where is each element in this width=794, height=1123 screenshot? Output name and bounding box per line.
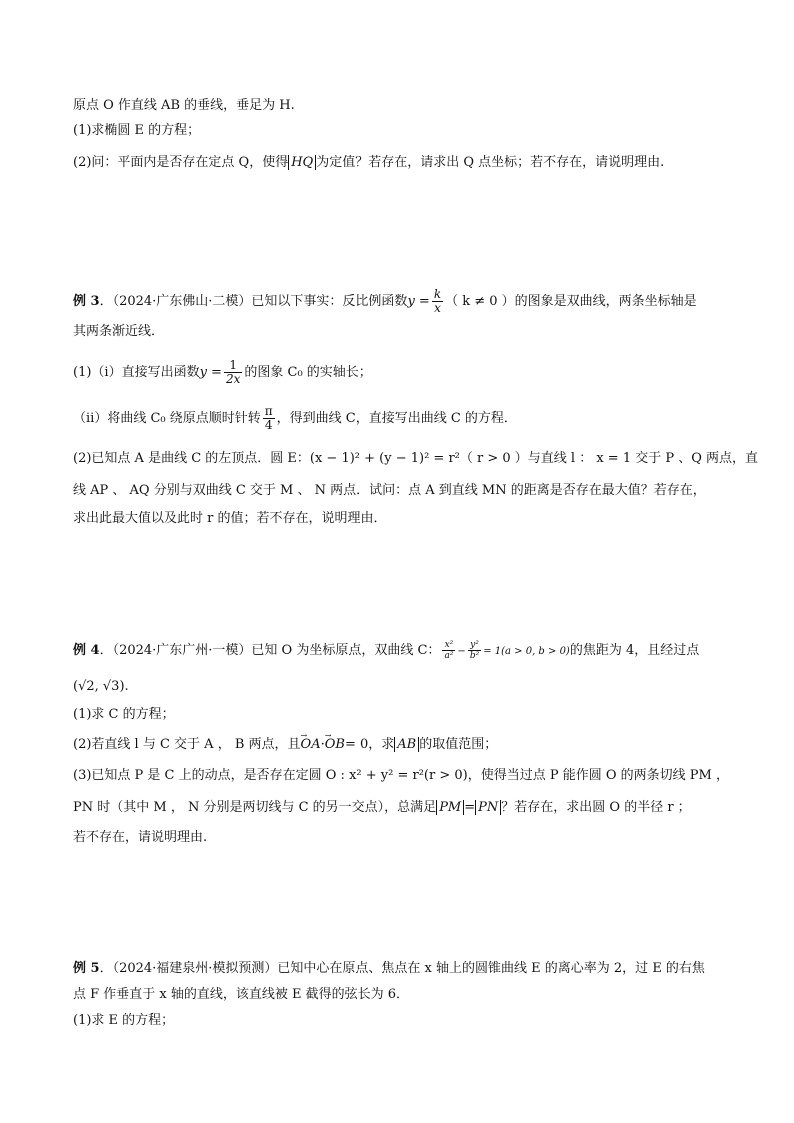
ex4-frac-x2-a2: $\frac{\text{x²}}{\text{a²}}$ [444, 640, 454, 661]
ex4-question-2: (2)若直线 l 与 C 交于 A ， B 两点，且→ OA·→ OB= 0，求 AB 的取值范围； [73, 735, 724, 755]
ex3-question-2-line-2: 线 AP 、 AQ 分别与双曲线 C 交于 M 、 N 两点．试问：点 A 到直线 MN 的距离是否存在最大值？若存在， [73, 483, 706, 498]
pm-abs: PM [436, 800, 464, 815]
ex3-question-1-ii: （ⅱ）将曲线 C₀ 绕原点顺时针转 $\frac{\pi}{4}$ ，得到曲线 C，直接写出曲线 C 的方程． [73, 404, 517, 432]
ex4-question-3-line-2: PN 时（其中 M ， N 分别是两切线与 C 的另一交点），总满足 PM = PN ？若存在，求出圆 O 的半径 r ； [73, 800, 691, 815]
ex3-frac-pi-4: $\frac{\pi}{4}$ [264, 404, 273, 432]
ex3-line-1: 例 3．（2024·广东佛山·二模）已知以下事实：反比例函数y = $\frac{k}{x}$ （ k ≠ 0 ）的图象是双曲线，两条坐标轴是 [73, 287, 697, 315]
ex3-question-1: (1)（ⅰ）直接写出函数y = $\frac{1}{2x}$ 的图象 C₀ 的实轴长； [73, 358, 372, 386]
vector-oa: → OA [301, 735, 321, 755]
ex3-question-2-line-3: 求出此最大值以及此时 r 的值；若不存在，说明理由． [73, 511, 387, 526]
ex5-line-2: 点 F 作垂直于 x 轴的直线，该直线被 E 截得的弦长为 6． [73, 987, 410, 1002]
ex4-frac-y2-b2: $\frac{\text{y²}}{\text{b²}}$ [469, 640, 480, 661]
pn-abs: PN [475, 800, 501, 815]
ex5-line-1: 例 5．（2024·福建泉州·模拟预测）已知中心在原点、焦点在 x 轴上的圆锥曲线 E 的离心率为 2，过 E 的右焦 [73, 961, 705, 976]
top-line-1: 原点 O 作直线 AB 的垂线，垂足为 H. [73, 98, 295, 113]
ab-abs: AB [394, 737, 419, 752]
ex4-label: 例 4 [73, 643, 100, 658]
ex4-question-3-line-3: 若不存在，请说明理由. [73, 830, 208, 845]
vector-ob: → OB [325, 735, 345, 755]
ex3-label: 例 3 [73, 294, 100, 309]
top-question-1: (1)求椭圆 E 的方程； [73, 123, 201, 138]
ex3-question-2-line-1: (2)已知点 A 是曲线 C 的左顶点．圆 E：(x − 1)² + (y − 1)² = r²（ r > 0 ）与直线 l ： x = 1 交于 P 、Q 两点，直 [73, 451, 759, 466]
ex4-question-1: (1)求 C 的方程； [73, 707, 175, 722]
ex5-question-1: (1)求 E 的方程； [73, 1013, 175, 1028]
ex3-line-2: 其两条渐近线． [73, 324, 165, 339]
ex4-line-1: 例 4．（2024·广东广州·一模）已知 O 为坐标原点，双曲线 C： $\frac{\text{x²}}{\text{a²}}$ − $\frac{\text{y²}}{\text{b²}}$ = 1(a > 0, b > 0)的焦距为 4，且经过点 [73, 640, 700, 661]
ex4-question-3-line-1: (3)已知点 P 是 C 上的动点，是否存在定圆 O : x² + y² = r²(r > 0)，使得当过点 P 能作圆 O 的两条切线 PM ， [73, 768, 729, 783]
hq-abs: HQ [288, 155, 316, 170]
ex3-frac-k-x: $\frac{k}{x}$ [433, 287, 442, 315]
ex3-frac-1-2x: $\frac{1}{2x}$ [225, 358, 241, 386]
ex5-label: 例 5 [73, 961, 100, 976]
top-question-2: (2)问：平面内是否存在定点 Q，使得 HQ 为定值？若存在，请求出 Q 点坐标；若不存在，请说明理由. [73, 155, 665, 170]
ex4-point: (√2, √3). [73, 679, 129, 694]
